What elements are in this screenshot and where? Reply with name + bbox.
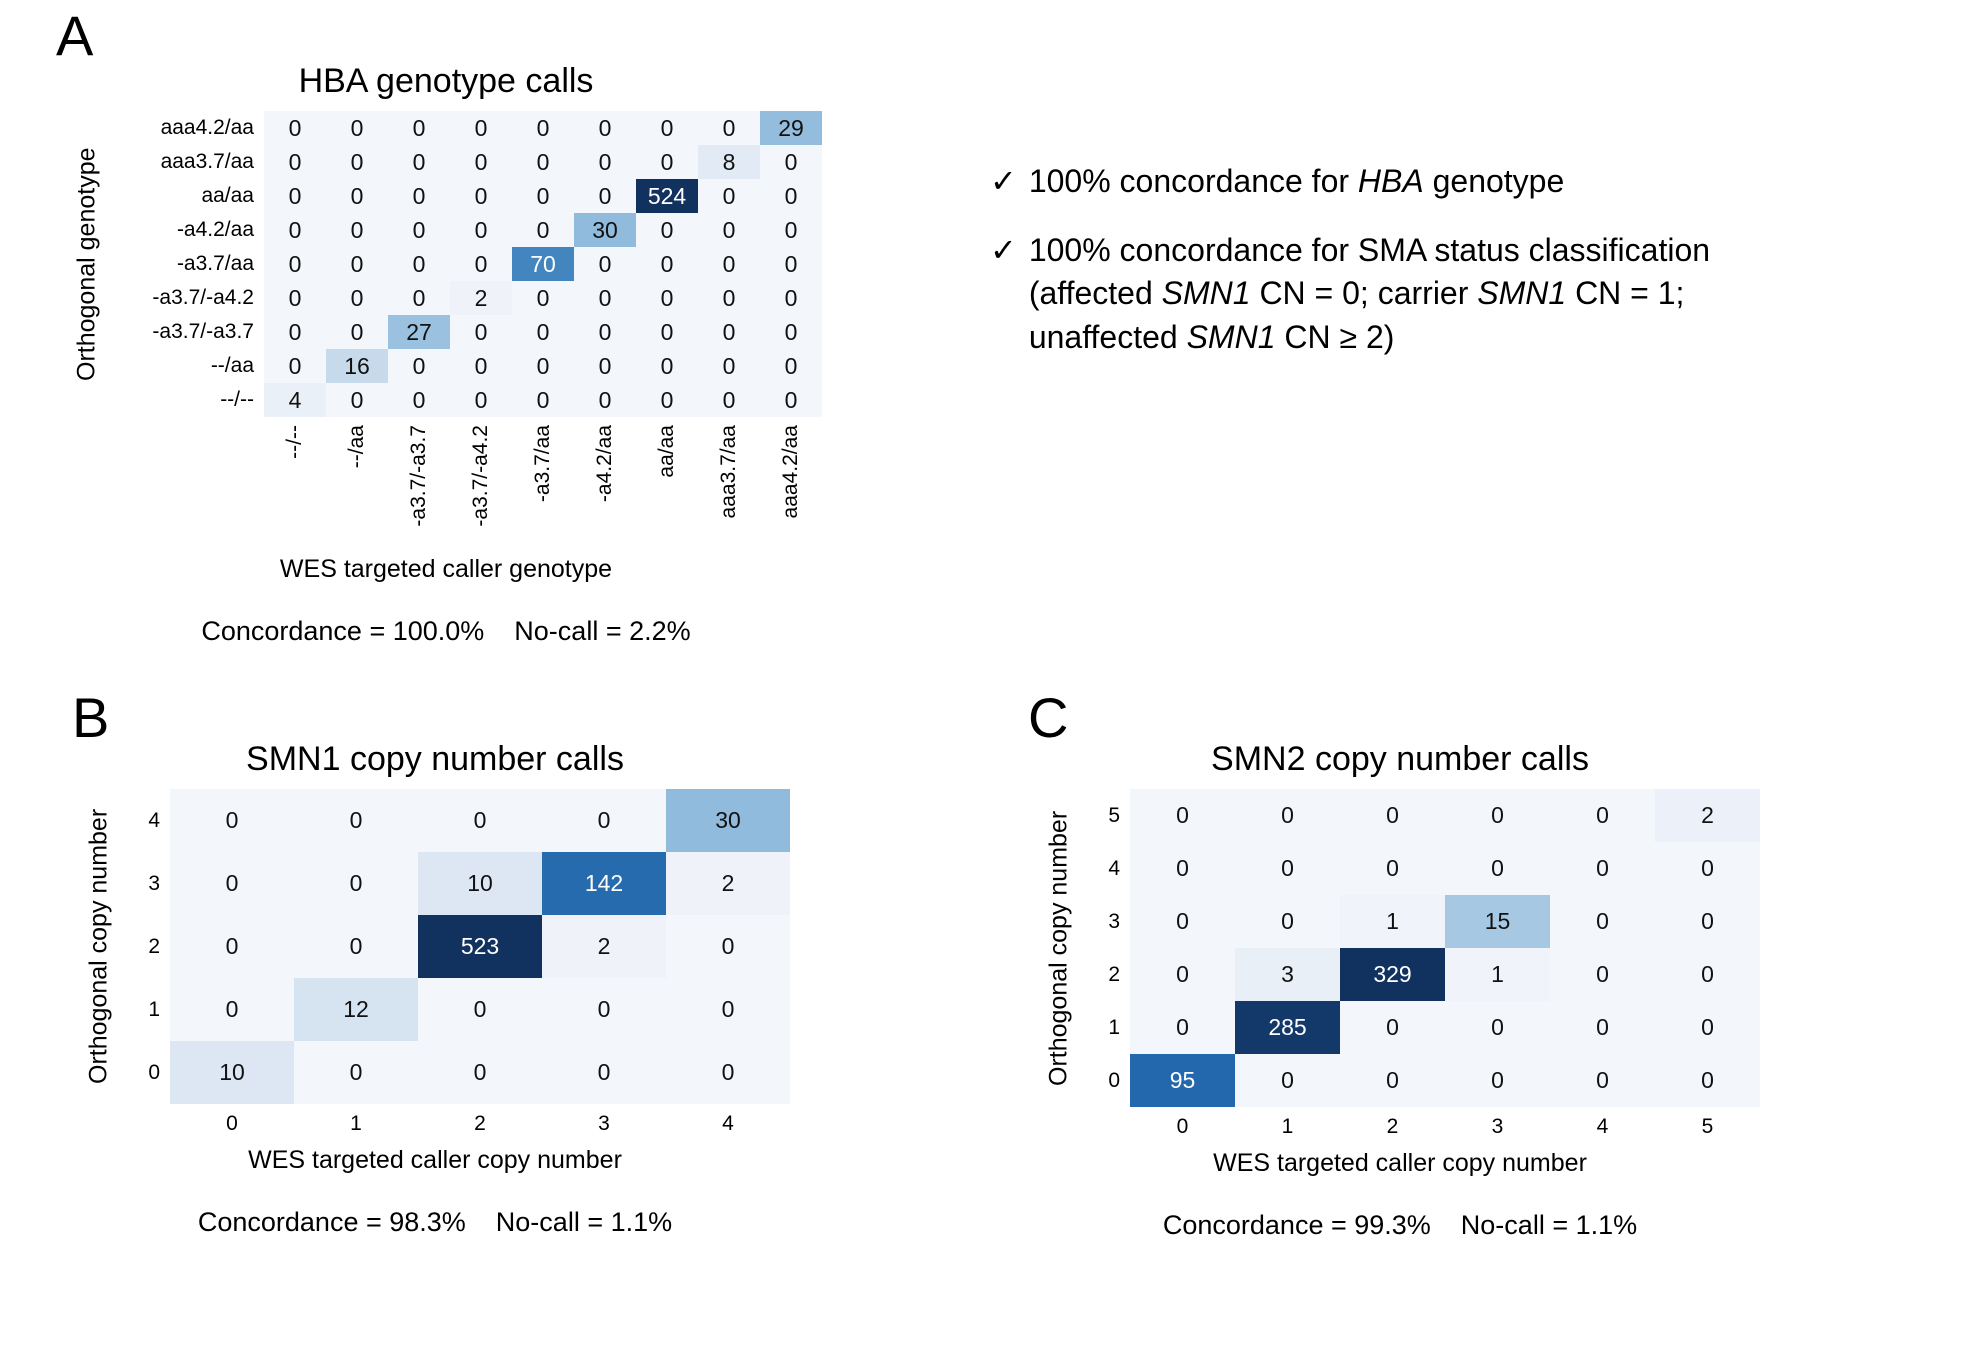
heatmap-cell: 0 — [418, 789, 542, 852]
heatmap-cell: 0 — [388, 213, 450, 247]
x-tick-labels — [1130, 1107, 1920, 1139]
heatmap-cell: 0 — [760, 315, 822, 349]
heatmap-cell: 0 — [512, 111, 574, 145]
heatmap-cell: 0 — [636, 383, 698, 417]
heatmap-cell: 95 — [1130, 1054, 1235, 1107]
y-tick-label: 2 — [1108, 962, 1120, 986]
bullet-2-italic2: SMN1 — [1477, 275, 1567, 312]
heatmap-cell: 0 — [388, 383, 450, 417]
heatmap-cell: 0 — [450, 111, 512, 145]
bullet-text-1 — [1029, 160, 1564, 203]
x-tick-label: -a3.7/aa — [531, 425, 554, 503]
heatmap-cell: 0 — [574, 349, 636, 383]
heatmap-cell: 0 — [542, 789, 666, 852]
heatmap-cell: 0 — [698, 383, 760, 417]
heatmap-cell: 10 — [170, 1041, 294, 1104]
concordance-footnote: Concordance = 98.3% No-call = 1.1% — [197, 1207, 673, 1237]
y-tick-label: --/aa — [210, 354, 254, 377]
x-tick-label: 2 — [1386, 1115, 1399, 1138]
heatmap-cell: 0 — [636, 111, 698, 145]
heatmap-cell: 0 — [170, 789, 294, 852]
heatmap-cell: 0 — [574, 179, 636, 213]
heatmap-cell: 0 — [388, 145, 450, 179]
heatmap-cell: 0 — [698, 349, 760, 383]
heatmap-cell: 0 — [1235, 842, 1340, 895]
heatmap-cell: 2 — [666, 852, 790, 915]
heatmap-cell: 12 — [294, 978, 418, 1041]
y-tick-label: -a3.7/aa — [176, 252, 254, 275]
heatmap-cell: 1 — [1445, 948, 1550, 1001]
x-tick-label: 3 — [598, 1112, 610, 1135]
heatmap-cell: 0 — [542, 978, 666, 1041]
heatmap-cell: 523 — [418, 915, 542, 978]
heatmap-cell: 2 — [1655, 789, 1760, 842]
bullet-1-italic: HBA — [1357, 163, 1424, 199]
y-tick-label: 3 — [148, 871, 160, 895]
bullet-2-suffix2: CN = 1; unaffected — [1028, 275, 1685, 355]
x-tick-label: 0 — [1176, 1115, 1189, 1138]
chart-title: SMN2 copy number calls — [1211, 740, 1589, 778]
chart-title: SMN1 copy number calls — [246, 740, 624, 778]
x-tick-label: -a3.7/-a4.2 — [469, 425, 492, 527]
heatmap-cell: 0 — [450, 315, 512, 349]
heatmap-cell: 0 — [666, 915, 790, 978]
heatmap-cell: 0 — [418, 978, 542, 1041]
heatmap-cell: 0 — [450, 349, 512, 383]
heatmap-cell: 0 — [294, 1041, 418, 1104]
heatmap-cell: 0 — [512, 145, 574, 179]
heatmap-cell: 0 — [512, 315, 574, 349]
bullet-2-suffix3: CN ≥ 2) — [1275, 318, 1395, 355]
heatmap-cell: 0 — [760, 281, 822, 315]
y-tick-label: 4 — [148, 808, 160, 832]
y-tick-label: 0 — [148, 1060, 160, 1084]
y-tick-labels — [1078, 789, 1130, 1107]
y-tick-label: --/-- — [220, 388, 254, 411]
heatmap-cell: 0 — [760, 349, 822, 383]
chart-title: HBA genotype calls — [298, 62, 594, 100]
x-tick-label: 3 — [1491, 1115, 1504, 1138]
heatmap-cell: 0 — [326, 315, 388, 349]
heatmap-cell: 10 — [418, 852, 542, 915]
x-tick-label: aaa3.7/aa — [717, 425, 740, 519]
heatmap-cell: 30 — [666, 789, 790, 852]
heatmap-cell: 0 — [326, 213, 388, 247]
heatmap-cell: 16 — [326, 349, 388, 383]
y-tick-label: 3 — [1108, 909, 1120, 933]
heatmap-cell: 0 — [326, 145, 388, 179]
bullet-2-suffix: CN = 0; carrier — [1250, 275, 1478, 312]
heatmap-cell: 0 — [450, 179, 512, 213]
x-axis-label: WES targeted caller genotype — [279, 555, 613, 583]
heatmap-cell: 0 — [636, 247, 698, 281]
heatmap-cell: 0 — [698, 213, 760, 247]
y-tick-label: -a3.7/-a3.7 — [152, 320, 254, 343]
heatmap-cell: 0 — [574, 315, 636, 349]
heatmap-cell: 0 — [1655, 842, 1760, 895]
heatmap-cell: 0 — [450, 247, 512, 281]
heatmap-cell: 29 — [760, 111, 822, 145]
x-tick-label: 1 — [350, 1112, 362, 1135]
heatmap-cell: 0 — [1550, 842, 1655, 895]
heatmap-cell: 30 — [574, 213, 636, 247]
heatmap-cell: 0 — [1550, 789, 1655, 842]
y-tick-label: 2 — [148, 934, 160, 958]
heatmap-cell: 0 — [636, 315, 698, 349]
heatmap-cell: 0 — [294, 789, 418, 852]
x-tick-label: 4 — [722, 1112, 734, 1135]
x-tick-label: aaa4.2/aa — [779, 425, 802, 519]
panel-letter-a: A — [56, 4, 94, 67]
heatmap-cell: 0 — [294, 852, 418, 915]
heatmap-cell: 0 — [264, 213, 326, 247]
heatmap-cell: 0 — [760, 213, 822, 247]
x-tick-label: 1 — [1281, 1115, 1294, 1138]
heatmap-cell: 0 — [698, 247, 760, 281]
x-tick-label: 5 — [1701, 1115, 1714, 1138]
heatmap-cell: 0 — [574, 247, 636, 281]
heatmap-cell: 0 — [760, 247, 822, 281]
x-tick-label: 4 — [1596, 1115, 1609, 1138]
heatmap-cell: 0 — [698, 281, 760, 315]
heatmap-cell: 0 — [1235, 1054, 1340, 1107]
bullet-item — [990, 160, 1850, 203]
heatmap-cell: 0 — [264, 315, 326, 349]
heatmap-cell: 0 — [1445, 789, 1550, 842]
heatmap-cell: 0 — [264, 281, 326, 315]
x-tick-label: --/-- — [283, 425, 306, 459]
bullet-1-suffix: genotype — [1423, 163, 1565, 199]
x-tick-label: -a3.7/-a3.7 — [407, 425, 430, 527]
check-icon: ✓ — [990, 232, 1017, 269]
heatmap-cell: 0 — [1655, 948, 1760, 1001]
check-icon: ✓ — [990, 163, 1017, 199]
heatmap-cell: 70 — [512, 247, 574, 281]
heatmap-cell: 524 — [636, 179, 698, 213]
heatmap-cell: 0 — [512, 383, 574, 417]
y-axis-label: Orthogonal copy number — [1044, 810, 1073, 1086]
x-tick-label: 2 — [474, 1112, 486, 1135]
chart-smn1 — [80, 740, 940, 1238]
summary-bullets — [990, 160, 1850, 385]
heatmap-cell: 0 — [636, 349, 698, 383]
heatmap-cell: 0 — [326, 179, 388, 213]
heatmap-cell: 0 — [636, 145, 698, 179]
heatmap-cell: 0 — [760, 179, 822, 213]
heatmap-cell: 0 — [636, 213, 698, 247]
heatmap-cell: 0 — [698, 179, 760, 213]
y-tick-label: 4 — [1108, 856, 1120, 880]
heatmap-cell: 0 — [450, 145, 512, 179]
heatmap-cell: 0 — [666, 1041, 790, 1104]
y-tick-label: 5 — [1108, 803, 1120, 827]
heatmap-cell: 0 — [326, 281, 388, 315]
x-tick-labels — [264, 417, 970, 545]
heatmap-cell: 0 — [1550, 948, 1655, 1001]
heatmap-cell: 4 — [264, 383, 326, 417]
heatmap-cell: 0 — [264, 111, 326, 145]
heatmap-cell: 0 — [574, 383, 636, 417]
heatmap-cell: 0 — [1445, 842, 1550, 895]
heatmap-cell: 27 — [388, 315, 450, 349]
heatmap-cell: 0 — [1445, 1054, 1550, 1107]
heatmap-cell: 0 — [264, 349, 326, 383]
x-tick-label: -a4.2/aa — [593, 425, 616, 503]
heatmap-cell: 0 — [418, 1041, 542, 1104]
heatmap-cell: 0 — [1235, 789, 1340, 842]
heatmap-cell: 0 — [574, 281, 636, 315]
heatmap-cell: 0 — [170, 915, 294, 978]
heatmap-cell: 0 — [542, 1041, 666, 1104]
bullet-text-2 — [1029, 229, 1789, 359]
bullet-1-prefix: 100% concordance for — [1028, 163, 1358, 199]
bullet-2-prefix: 100% concordance for SMA status classification (affected — [1028, 232, 1711, 312]
heatmap-cell: 0 — [1550, 895, 1655, 948]
y-axis-label: Orthogonal copy number — [84, 808, 113, 1085]
x-tick-label: --/aa — [345, 425, 368, 469]
heatmap-cell: 15 — [1445, 895, 1550, 948]
heatmap-cell: 0 — [170, 978, 294, 1041]
bullet-2-italic: SMN1 — [1161, 275, 1251, 312]
heatmap-cell: 0 — [264, 247, 326, 281]
heatmap-cell: 0 — [1550, 1001, 1655, 1054]
y-tick-label: 0 — [1108, 1068, 1120, 1092]
heatmap-cell: 0 — [760, 383, 822, 417]
x-axis-label: WES targeted caller copy number — [248, 1146, 622, 1174]
heatmap-cell: 0 — [450, 383, 512, 417]
heatmap-cell: 0 — [512, 213, 574, 247]
y-tick-labels — [118, 789, 170, 1104]
heatmap-grid — [264, 111, 822, 417]
concordance-footnote: Concordance = 99.3% No-call = 1.1% — [1162, 1210, 1638, 1240]
heatmap-cell: 0 — [388, 349, 450, 383]
heatmap-cell: 0 — [512, 281, 574, 315]
heatmap-cell: 3 — [1235, 948, 1340, 1001]
heatmap-cell: 0 — [388, 179, 450, 213]
heatmap-cell: 0 — [666, 978, 790, 1041]
y-tick-label: 1 — [148, 997, 160, 1021]
y-tick-label: aa/aa — [201, 184, 254, 207]
chart-smn2 — [1040, 740, 1920, 1241]
figure-hba — [70, 62, 970, 647]
heatmap-grid — [170, 789, 790, 1104]
heatmap-cell: 0 — [1445, 1001, 1550, 1054]
heatmap-cell: 0 — [1340, 842, 1445, 895]
bullet-2-italic3: SMN1 — [1186, 318, 1276, 355]
heatmap-cell: 0 — [1130, 948, 1235, 1001]
heatmap-cell: 0 — [388, 247, 450, 281]
heatmap-cell: 142 — [542, 852, 666, 915]
x-tick-label: 0 — [226, 1112, 238, 1135]
heatmap-cell: 0 — [636, 281, 698, 315]
heatmap-cell: 2 — [450, 281, 512, 315]
x-axis-label: WES targeted caller copy number — [1213, 1149, 1587, 1177]
y-tick-label: aaa3.7/aa — [160, 150, 254, 173]
chart-hba — [70, 62, 970, 647]
heatmap-cell: 0 — [264, 179, 326, 213]
heatmap-cell: 0 — [1130, 789, 1235, 842]
heatmap-cell: 0 — [574, 111, 636, 145]
figure-smn1 — [80, 740, 940, 1238]
heatmap-cell: 0 — [1340, 789, 1445, 842]
heatmap-cell: 1 — [1340, 895, 1445, 948]
heatmap-cell: 0 — [512, 179, 574, 213]
y-axis-label: Orthogonal genotype — [72, 147, 101, 381]
heatmap-cell: 0 — [294, 915, 418, 978]
heatmap-cell: 0 — [1340, 1001, 1445, 1054]
heatmap-cell: 0 — [512, 349, 574, 383]
heatmap-cell: 0 — [1550, 1054, 1655, 1107]
heatmap-cell: 0 — [698, 315, 760, 349]
heatmap-cell: 0 — [1655, 895, 1760, 948]
y-tick-labels — [104, 111, 264, 417]
heatmap-grid — [1130, 789, 1760, 1107]
x-tick-labels — [170, 1104, 940, 1136]
heatmap-cell: 0 — [760, 145, 822, 179]
heatmap-cell: 0 — [1130, 895, 1235, 948]
heatmap-cell: 0 — [450, 213, 512, 247]
heatmap-cell: 0 — [1655, 1054, 1760, 1107]
heatmap-cell: 0 — [326, 111, 388, 145]
y-tick-label: -a3.7/-a4.2 — [152, 286, 254, 309]
bullet-item — [990, 229, 1850, 359]
heatmap-cell: 285 — [1235, 1001, 1340, 1054]
y-tick-label: aaa4.2/aa — [160, 116, 254, 139]
heatmap-cell: 8 — [698, 145, 760, 179]
heatmap-cell: 0 — [574, 145, 636, 179]
heatmap-cell: 0 — [264, 145, 326, 179]
concordance-footnote: Concordance = 100.0% No-call = 2.2% — [201, 616, 691, 646]
heatmap-cell: 0 — [388, 111, 450, 145]
heatmap-cell: 2 — [542, 915, 666, 978]
heatmap-cell: 0 — [1130, 842, 1235, 895]
heatmap-cell: 0 — [698, 111, 760, 145]
heatmap-cell: 0 — [1130, 1001, 1235, 1054]
panel-letter-b: B — [72, 686, 110, 749]
y-tick-label: 1 — [1108, 1015, 1120, 1039]
heatmap-cell: 0 — [1340, 1054, 1445, 1107]
heatmap-cell: 0 — [170, 852, 294, 915]
panel-letter-c: C — [1028, 686, 1069, 749]
heatmap-cell: 0 — [1235, 895, 1340, 948]
x-tick-label: aa/aa — [655, 425, 678, 478]
heatmap-cell: 0 — [1655, 1001, 1760, 1054]
heatmap-cell: 329 — [1340, 948, 1445, 1001]
y-tick-label: -a4.2/aa — [176, 218, 254, 241]
heatmap-cell: 0 — [326, 383, 388, 417]
heatmap-cell: 0 — [326, 247, 388, 281]
heatmap-cell: 0 — [388, 281, 450, 315]
figure-smn2 — [1040, 740, 1920, 1241]
